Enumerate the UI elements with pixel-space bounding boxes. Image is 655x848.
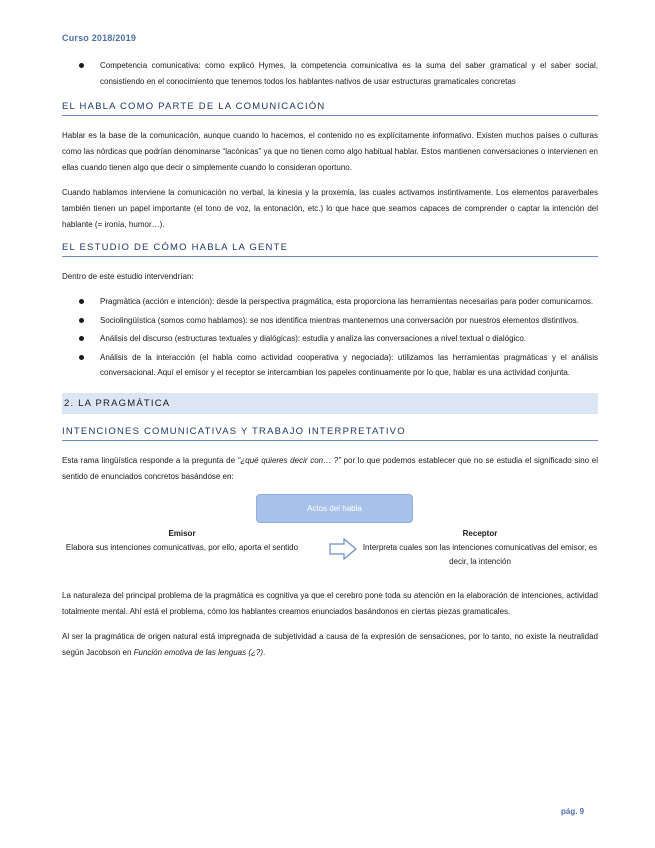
- paragraph: [62, 629, 598, 661]
- arrow-right-icon: [329, 538, 357, 560]
- list-item: [62, 58, 598, 89]
- intro-bullet-list: [62, 58, 598, 89]
- bullet-text: Sociolingüística (somos como hablamos): se nos identifica mientras mantenemos una conversación por nuestros elementos distintivos.: [100, 315, 579, 325]
- estudio-bullet-list: [62, 294, 598, 381]
- bullet-text: Análisis de la interacción (el habla como actividad cooperativa y negociada): utilizamos las herramientas pragmáticas y el análisis conversacional. Aquí el emisor y el receptor se intercambian los papeles continuamente por lo que, hablar es una actividad conjunta.: [100, 352, 598, 377]
- emisor-column: [62, 527, 302, 555]
- list-item: [62, 313, 598, 329]
- receptor-column: [362, 527, 598, 569]
- list-item: [62, 294, 598, 310]
- paragraph: Cuando hablamos interviene la comunicación no verbal, la kinesia y la proxemia, las cuales activamos instintivamente. Los elementos paraverbales también tienen un papel importante (el tono de voz, la entonación, etc.) lo que hace que seamos capaces de comprender o captar la intención del hablante (= ironía, humor…).: [62, 188, 598, 229]
- list-item: [62, 331, 598, 347]
- paragraph: Dentro de este estudio intervendrían:: [62, 272, 194, 281]
- bullet-text: Competencia comunicativa: como explicó Hymes, la competencia comunicativa es la suma del saber gramatical y el saber social, consistiendo en el conocimiento que tenemos todos los hablantes nativos de usar estructuras gramaticales concretas: [100, 61, 598, 86]
- bullet-icon: [79, 318, 84, 323]
- work-title: Función emotiva de las lenguas (¿?): [133, 647, 264, 657]
- paragraph-text: Al ser la pragmática de origen natural está impregnada de subjetividad a causa de la expresión de sensaciones, por lo tanto, no existe la neutralidad según Jacobson en: [62, 631, 598, 657]
- paragraph-text: Esta rama lingüística responde a la pregunta de: [62, 455, 238, 465]
- bullet-icon: [79, 299, 84, 304]
- receptor-text: Interpreta cuales son las intenciones comunicativas del emisor, es decir, la intención: [362, 542, 598, 566]
- bullet-icon: [79, 63, 84, 68]
- page-number: pág. 9: [561, 807, 585, 816]
- quote-text: “¿qué quieres decir con… ?”: [237, 455, 341, 465]
- paragraph: La naturaleza del principal problema de la pragmática es cognitiva ya que el cerebro pone toda su atención en la elaboración de intenciones, actividad totalmente mental. Ahí está el problema, cómo los hablantes creamos enunciados basándonos en ciertas piezas gramaticales.: [62, 590, 598, 616]
- bullet-icon: [79, 336, 84, 341]
- emisor-title: Emisor: [168, 528, 196, 538]
- bullet-text: Análisis del discurso (estructuras textuales y dialógicas): estudia y analiza las conversaciones a nivel textual o dialógico.: [100, 334, 526, 343]
- paragraph: [62, 453, 598, 485]
- section-heading-estudio: EL ESTUDIO DE CÓMO HABLA LA GENTE: [62, 242, 598, 257]
- bullet-text: Pragmática (acción e intención): desde la perspectiva pragmática, esta proporciona las herramientas necesarias para poder comunicarnos.: [100, 297, 594, 306]
- communication-diagram: [62, 494, 598, 578]
- receptor-title: Receptor: [462, 528, 498, 538]
- list-item: [62, 350, 598, 381]
- section-heading-habla: EL HABLA COMO PARTE DE LA COMUNICACIÓN: [62, 101, 598, 116]
- paragraph-text: .: [263, 647, 266, 657]
- emisor-text: Elabora sus intenciones comunicativas, por ello, aporta el sentido: [65, 542, 299, 552]
- paragraph-text: por lo que podemos establecer que no se estudia el significado sino el sentido de enunciados concretos basándose en:: [62, 455, 598, 481]
- bullet-icon: [79, 355, 84, 360]
- page-content: [62, 58, 598, 670]
- course-header: Curso 2018/2019: [62, 33, 137, 43]
- paragraph: Hablar es la base de la comunicación, aunque cuando lo hacemos, el contenido no es explícitamente informativo. Existen muchos países o culturas como las nórdicas que podrían denominarse “lacónicas” ya que no tienen como algo habitual hablar. Estos mantienen conversaciones o intervienen en ellas cuando tienen algo que decir o simplemente cuando lo consideran oportuno.: [62, 131, 598, 172]
- actos-habla-box: Actos del habla: [256, 494, 413, 523]
- section-heading-pragmatica: 2. LA PRAGMÁTICA: [62, 393, 598, 414]
- section-heading-intenciones: INTENCIONES COMUNICATIVAS Y TRABAJO INTERPRETATIVO: [62, 426, 598, 441]
